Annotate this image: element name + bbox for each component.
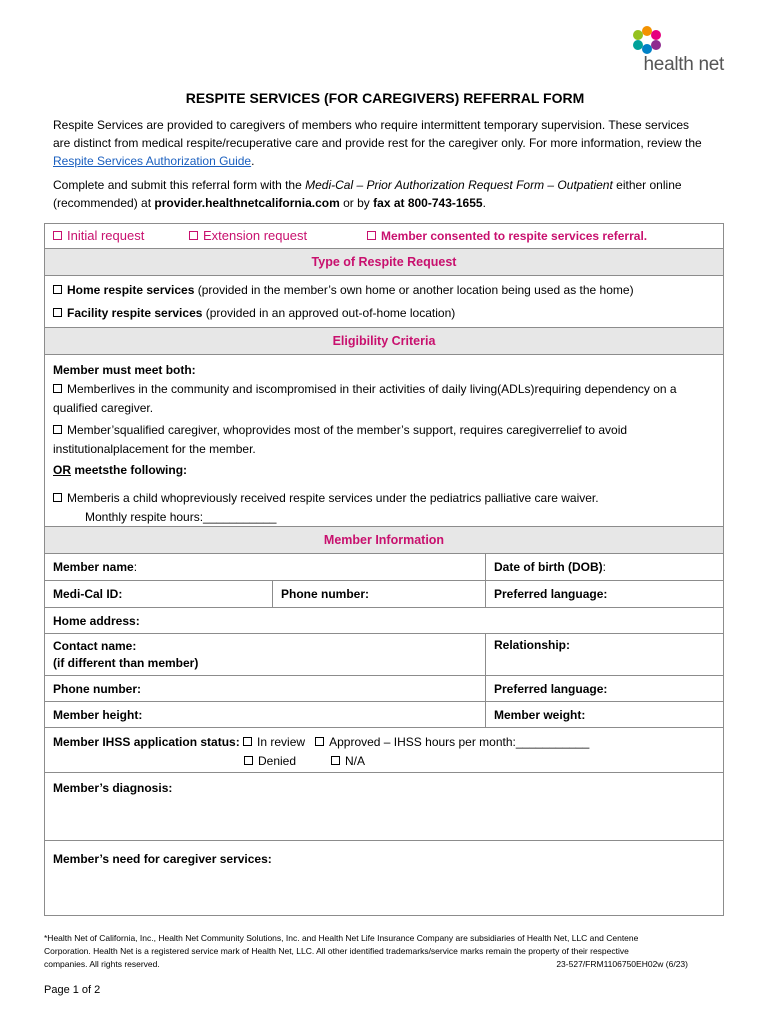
dob-colon: : [602,560,606,574]
eligibility-content [45,354,723,526]
height-weight-row [45,701,723,727]
in-review-label: In review [257,735,306,749]
or-text: OR [53,463,71,477]
home-address-row [45,607,723,633]
footer-line-2: Corporation. Health Net is a registered service mark of Health Net, LLC. All other identified trademarks/service marks remain the property of their respective [44,946,629,956]
referral-form-table [44,223,724,916]
facility-respite-checkbox[interactable] [53,308,62,317]
submit-mid: either online (recommended) at [53,178,682,210]
home-respite-label: Home respite services [67,283,195,297]
member-height-field[interactable]: Member height: [53,708,143,722]
home-respite-desc: (provided in the member’s own home or another location being used as the home) [197,283,634,297]
member-name-field[interactable] [45,554,485,580]
page-number: Page 1 of 2 [44,984,101,996]
contact-name-field[interactable] [45,634,485,675]
denied-label: Denied [258,754,297,768]
criteria-2[interactable] [53,421,693,459]
ihss-status-row [45,727,723,772]
extension-request-label: Extension request [203,228,308,243]
facility-respite-option[interactable] [53,304,455,323]
caregiver-need-field[interactable]: Member’s need for caregiver services: [53,852,272,866]
respite-type-options [45,275,723,327]
denied-checkbox[interactable] [244,756,253,765]
must-meet-label: Member must meet both: [53,363,196,377]
criteria-3-checkbox[interactable] [53,493,62,502]
health-net-logo [624,24,724,76]
approved-option[interactable] [315,735,589,749]
contact-name-label: Contact name: [53,639,137,653]
initial-request-checkbox[interactable] [53,231,62,240]
contact-row [45,633,723,675]
provider-site: provider.healthnetcalifornia.com [154,196,340,210]
na-option[interactable] [331,752,365,771]
contact-phone-language-row [45,675,723,701]
member-weight-field[interactable]: Member weight: [485,702,723,727]
member-name-colon: : [133,560,138,574]
in-review-checkbox[interactable] [243,737,252,746]
contact-phone-field[interactable]: Phone number: [53,682,142,696]
criteria-3[interactable] [53,489,703,508]
member-consent-option[interactable] [367,229,647,243]
member-consent-checkbox[interactable] [367,231,376,240]
or-condition-label [53,461,187,480]
ihss-status-line-1 [53,733,589,752]
contact-name-note: (if different than member) [53,656,199,670]
member-info-header: Member Information [45,526,723,553]
initial-request-label: Initial request [67,228,145,243]
intro-paragraph [53,116,703,170]
caregiver-need-row [45,840,723,915]
approved-checkbox[interactable] [315,737,324,746]
criteria-2-text: Member’squalified caregiver, whoprovides most of the member’s support, requires caregiverrelief to avoid institutionalplacement for the member. [53,423,628,456]
diagnosis-field[interactable]: Member’s diagnosis: [53,781,173,795]
criteria-1-text: Memberlives in the community and iscompromised in their activities of daily living(ADLs)requiring dependency on a qualified caregiver. [53,382,677,415]
dob-field[interactable] [485,554,723,580]
submit-end: . [482,196,486,210]
contact-language-field[interactable]: Preferred language: [485,676,723,701]
ihss-status-label: Member IHSS application status: [53,735,240,749]
legal-footer [44,932,688,971]
initial-request-option[interactable] [53,228,144,243]
page-title: RESPITE SERVICES (FOR CAREGIVERS) REFERRAL FORM [185,90,585,106]
home-respite-option[interactable] [53,281,634,300]
authorization-guide-link[interactable]: Respite Services Authorization Guide [53,154,252,168]
logo-text: health net [643,54,724,75]
submit-pre: Complete and submit this referral form with the [53,178,302,192]
name-dob-row [45,553,723,580]
na-label: N/A [345,754,366,768]
form-code: 23-527/FRM1106750EH02w (6/23) [556,959,688,969]
respite-type-header: Type of Respite Request [45,248,723,275]
intro-text: Respite Services are provided to caregivers of members who require intermittent temporary supervision. These services are distinct from medical respite/recuperative care and provide rest for the caregiver only. For more information, review the [53,118,702,150]
medical-phone-language-row [45,580,723,607]
in-review-option[interactable] [243,735,305,749]
medical-id-field[interactable]: Medi-Cal ID: [53,587,123,601]
prior-auth-form-name: Medi-Cal – Prior Authorization Request Form – Outpatient [305,178,613,192]
criteria-1[interactable] [53,380,703,418]
extension-request-checkbox[interactable] [189,231,198,240]
fax-number: fax at 800-743-1655 [373,196,483,210]
diagnosis-row [45,772,723,840]
request-type-row [45,224,723,248]
submit-or: or by [343,196,370,210]
footer-line-3: companies. All rights reserved. [44,959,160,969]
phone-number-field[interactable]: Phone number: [272,581,485,607]
submit-paragraph [53,176,703,212]
approved-label: Approved – IHSS hours per month:___________ [329,735,590,749]
criteria-2-checkbox[interactable] [53,425,62,434]
eligibility-header: Eligibility Criteria [45,327,723,354]
footer-line-3-row [44,958,688,971]
relationship-field[interactable]: Relationship: [485,634,723,675]
home-address-field[interactable]: Home address: [53,614,140,628]
member-name-label: Member name [53,560,134,574]
facility-respite-label: Facility respite services [67,306,203,320]
or-rest-text: meetsthe following: [74,463,188,477]
intro-end: . [251,154,255,168]
facility-respite-desc: (provided in an approved out-of-home location) [205,306,456,320]
na-checkbox[interactable] [331,756,340,765]
flower-logo-icon [630,24,664,56]
criteria-3-text: Memberis a child whopreviously received respite services under the pediatrics palliative care waiver. [67,491,599,505]
preferred-language-field[interactable]: Preferred language: [485,581,723,607]
monthly-respite-hours-field[interactable]: Monthly respite hours:___________ [85,510,277,524]
extension-request-option[interactable] [189,228,307,243]
criteria-1-checkbox[interactable] [53,384,62,393]
footer-line-1: *Health Net of California, Inc., Health Net Community Solutions, Inc. and Health Net Life Insurance Company are subsidiaries of Health Net, LLC and Centene [44,933,639,943]
dob-label: Date of birth (DOB) [494,560,603,574]
home-respite-checkbox[interactable] [53,285,62,294]
denied-option[interactable] [244,752,296,771]
member-consent-label: Member consented to respite services referral. [381,229,648,243]
